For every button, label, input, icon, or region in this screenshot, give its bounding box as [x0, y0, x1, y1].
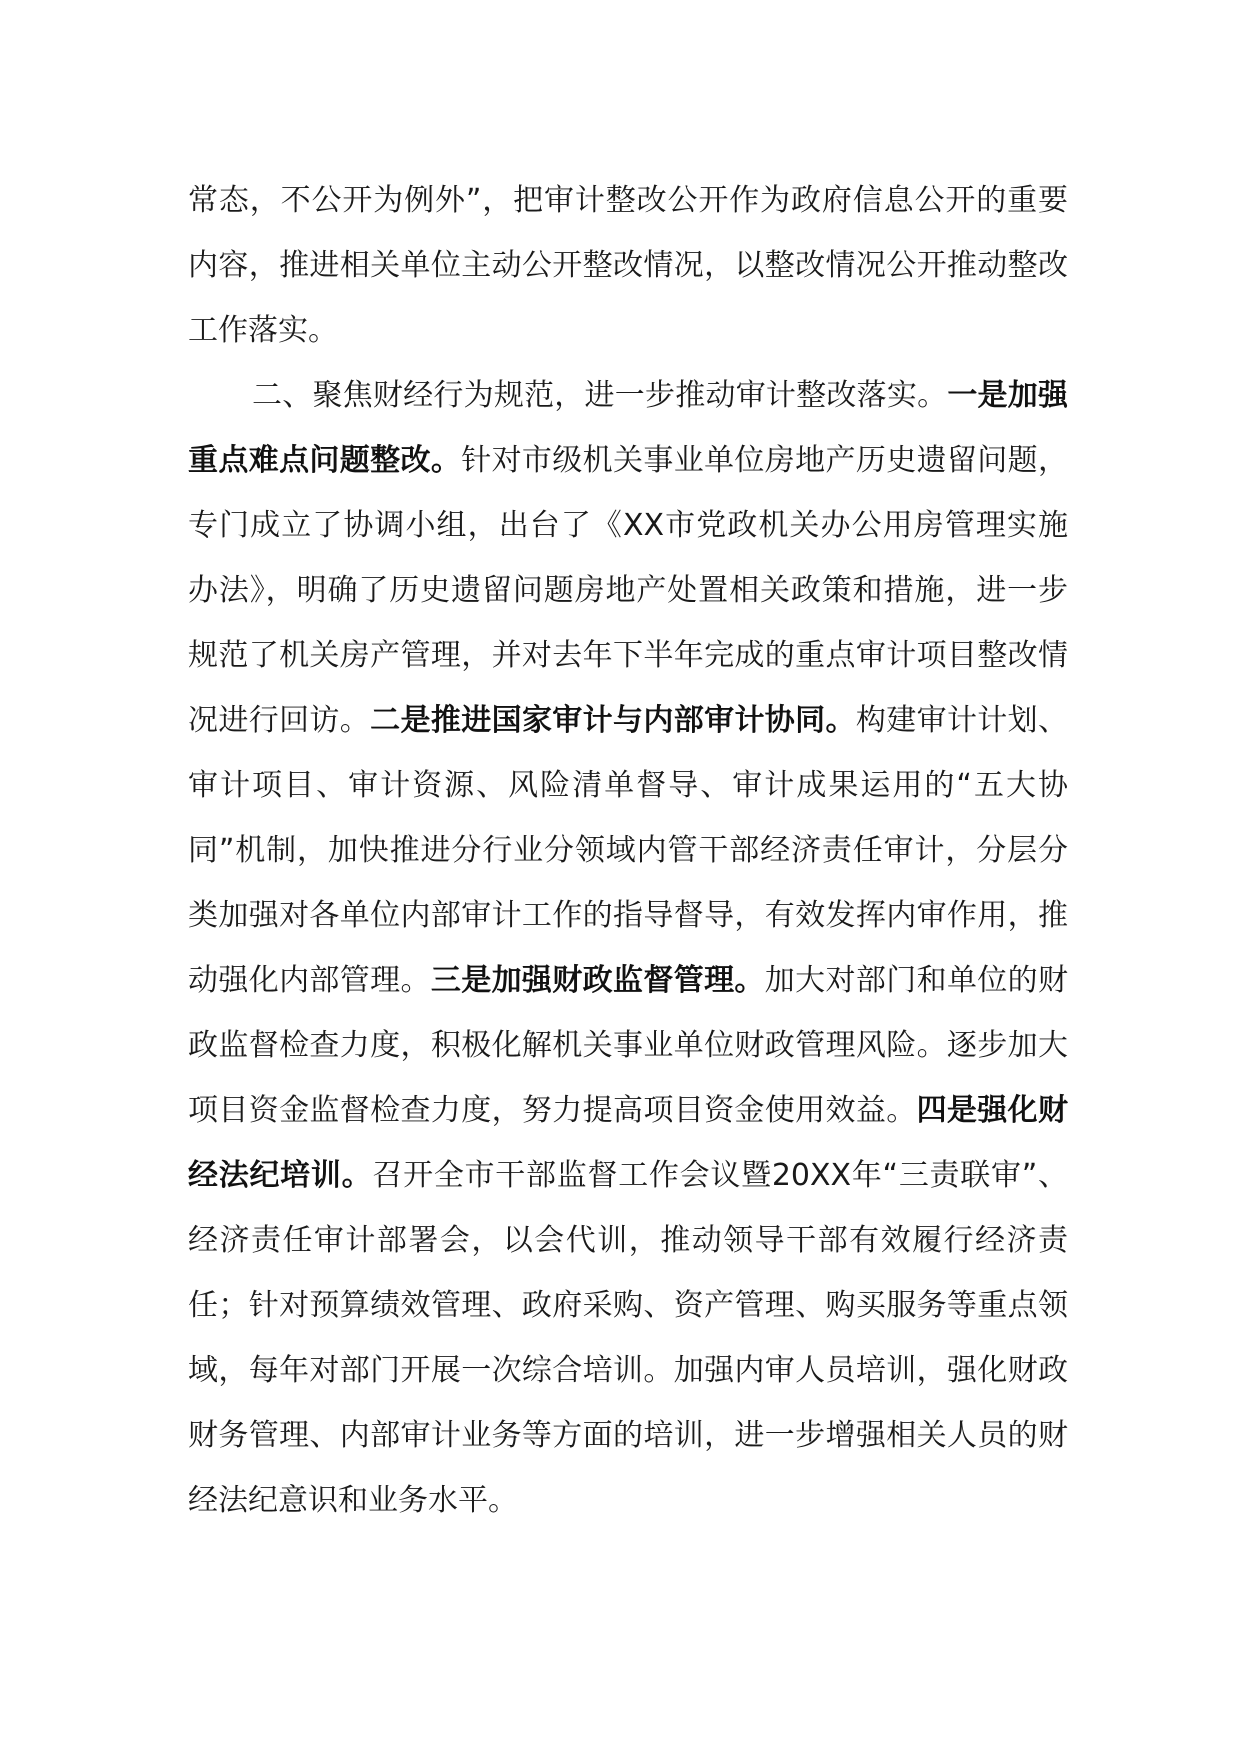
point-two-text: 构建审计计划、审计项目、审计资源、风险清单督导、审计成果运用的“五大协同”机制，加快推进分行业分领域内管干部经济责任审计，分层分类加强对各单位内部审计工作的指导督导，有效发挥内审作用，推动强化内部管理。 — [188, 703, 1069, 998]
point-two-heading: 二是推进国家审计与内部审计协同。 — [370, 703, 856, 738]
paragraph-2 — [188, 363, 1068, 1533]
paragraph-1 — [188, 168, 1068, 363]
point-one-text: 针对市级机关事业单位房地产历史遗留问题，专门成立了协调小组，出台了《XX市党政机关办公用房管理实施办法》，明确了历史遗留问题房地产处置相关政策和措施，进一步规范了机关房产管理，并对去年下半年完成的重点审计项目整改情况进行回访。 — [188, 443, 1069, 738]
paragraph-1-text: 常态，不公开为例外”，把审计整改公开作为政府信息公开的重要内容，推进相关单位主动公开整改情况，以整改情况公开推动整改工作落实。 — [188, 183, 1068, 348]
section-heading: 二、聚焦财经行为规范，进一步推动审计整改落实。 — [252, 378, 948, 413]
point-four-heading: 四是强化财经法纪培训。 — [188, 1093, 1069, 1193]
point-four-text: 召开全市干部监督工作会议暨20XX年“三责联审”、经济责任审计部署会，以会代训，推动领导干部有效履行经济责任；针对预算绩效管理、政府采购、资产管理、购买服务等重点领域，每年对部门开展一次综合培训。加强内审人员培训，强化财政财务管理、内部审计业务等方面的培训，进一步增强相关人员的财经法纪意识和业务水平。 — [188, 1158, 1068, 1518]
point-one-heading: 一是加强重点难点问题整改。 — [188, 378, 1069, 478]
point-three-text: 加大对部门和单位的财政监督检查力度，积极化解机关事业单位财政管理风险。逐步加大项目资金监督检查力度，努力提高项目资金使用效益。 — [188, 963, 1069, 1128]
document-body — [188, 168, 1068, 1533]
point-three-heading: 三是加强财政监督管理。 — [430, 963, 765, 998]
